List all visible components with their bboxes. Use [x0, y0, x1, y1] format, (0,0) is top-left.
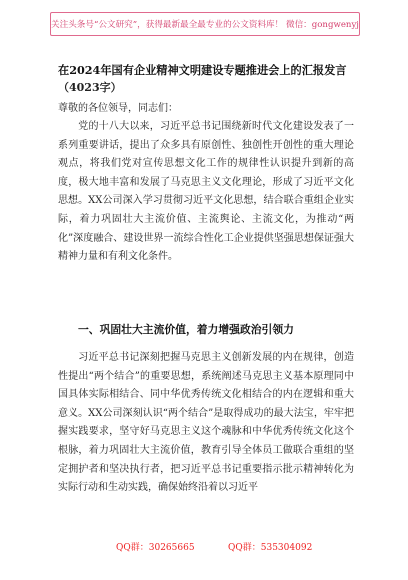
banner-text: 关注头条号“公文研究”，获得最新最全最专业的公文资料库！ 微信：gongwenyj: [51, 20, 359, 30]
paragraph-intro-text: 党的十八大以来，习近平总书记围绕新时代文化建设发表了一系列重要讲话，提出了众多具有原创性、独创性开创性的重大理论观点，将我们党对宣传思想文化工作的规律性认识提升到新的高度，极大地丰富和发展了马克思主义文化理论，形成了习近平文化思想。XX公司深入学习贯彻习近平文化思想，结合联合重组企业实际，着力巩固壮大主流价值、主流舆论、主流文化，为推动“两化”深度融合、建设世界一流综合性化工企业提供坚强思想保证强大精神力量和有利文化条件。: [58, 121, 354, 263]
footer: [0, 540, 408, 556]
paragraph-intro: [58, 118, 354, 267]
footer-qq-group-1: QQ群：30265665: [116, 543, 195, 553]
document-title: 在2024年国有企业精神文明建设专题推进会上的汇报发言: [58, 63, 347, 77]
footer-qq-group-2: QQ群：535304092: [228, 543, 313, 553]
word-count: （4023字）: [58, 81, 122, 94]
paragraph-section-one-text: 习近平总书记深刻把握马克思主义创新发展的内在规律，创造性提出“两个结合”的重要思想，系统阐述马克思主义基本原理同中国具体实际相结合、同中华优秀传统文化相结合的内在逻辑和重大意义。XX公司深刻认识“两个结合”是取得成功的最大法宝，牢牢把握实践要求，坚守好马克思主义这个魂脉和中华优秀传统文化这个根脉，着力巩固壮大主流价值，教育引导全体员工做联合重组的坚定拥护者和坚决执行者，把习近平总书记重要指示批示精神转化为实际行动和生动实践，确保始终沿着以习近平: [58, 352, 354, 494]
paragraph-section-one: [58, 349, 354, 498]
top-banner: [50, 12, 360, 36]
section-heading: 一、巩固壮大主流价值，着力增强政治引领力: [78, 323, 294, 336]
greeting: 尊敬的各位领导，同志们：: [58, 103, 178, 114]
